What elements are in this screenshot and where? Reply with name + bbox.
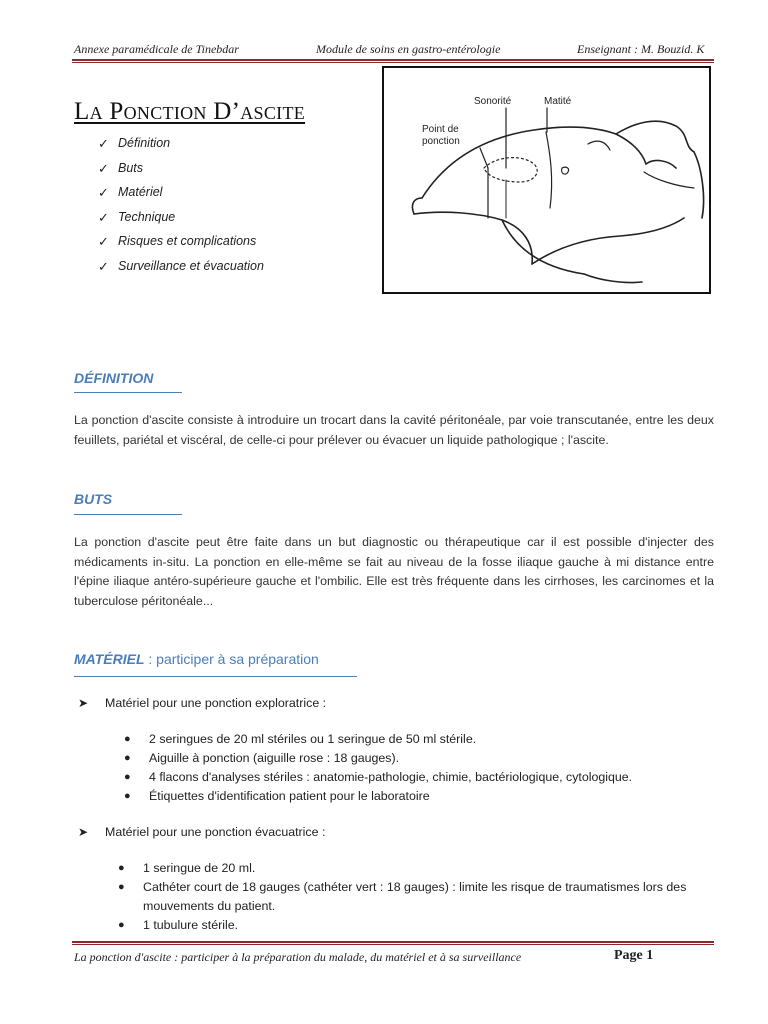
check-icon: ✓ [98, 160, 109, 176]
page-number: Page 1 [614, 948, 654, 963]
footer-text: La ponction d'ascite : participer à la préparation du malade, du matériel et à sa surveillance [74, 950, 522, 964]
list-item-text: 2 seringues de 20 ml stériles ou 1 seringue de 50 ml stérile. [149, 732, 477, 746]
bullet-icon: ● [118, 919, 125, 931]
bullet-icon: ● [124, 752, 131, 764]
materiel-list-evacuatrice [118, 859, 714, 935]
toc-item [98, 210, 264, 235]
header-module: Module de soins en gastro-entérologie [316, 42, 501, 56]
check-icon: ✓ [98, 209, 109, 225]
arrow-bullet-icon: ➤ [78, 696, 89, 710]
check-icon: ✓ [98, 136, 109, 151]
list-item [124, 749, 632, 768]
toc-item [98, 136, 264, 161]
toc-label: Définition [118, 136, 171, 150]
list-item-text: 1 tubulure stérile. [143, 918, 239, 932]
header-school: Annexe paramédicale de Tinebdar [74, 42, 239, 56]
table-of-contents [98, 136, 264, 283]
arrow-bullet-icon: ➤ [78, 825, 89, 839]
abdomen-sketch [384, 68, 709, 292]
bullet-icon: ● [124, 771, 131, 783]
group-title: Matériel pour une ponction évacuatrice : [105, 825, 326, 839]
toc-label: Buts [118, 160, 144, 175]
list-item-text: 1 seringue de 20 ml. [143, 861, 256, 875]
materiel-group-evacuatrice [78, 825, 325, 839]
label-point-2: ponction [422, 136, 460, 147]
list-item-text: Aiguille à ponction (aiguille rose : 18 gauges). [149, 751, 400, 765]
section-heading-buts: BUTS [74, 491, 113, 507]
bullet-icon: ● [124, 790, 131, 802]
toc-item [98, 161, 264, 186]
label-matite: Matité [544, 96, 572, 107]
toc-item [98, 234, 264, 259]
toc-label: Surveillance et évacuation [118, 258, 264, 273]
toc-label: Risques et complications [118, 234, 257, 248]
definition-text: La ponction d'ascite consiste à introduire un trocart dans la cavité péritonéale, par voie transcutanée, entre les deux feuillets, pariétal et viscéral, de celle-ci pour prélever ou évacuer un liquide pathologique ; l'ascite. [74, 413, 714, 447]
bullet-icon: ● [118, 881, 125, 893]
section-rule [74, 676, 357, 677]
list-item [124, 730, 632, 749]
header-rule [72, 59, 714, 61]
header-rule-thin [72, 62, 714, 63]
materiel-list-exploratrice [124, 730, 632, 806]
section-rule [74, 514, 182, 515]
page-title: La Ponction D’ascite [74, 98, 306, 125]
toc-label: Matériel [118, 185, 163, 199]
check-icon: ✓ [98, 258, 109, 274]
label-point-1: Point de [422, 124, 459, 135]
buts-text: La ponction d'ascite peut être faite dans un but diagnostic ou thérapeutique car il est possible d'injecter des médicaments in-situ. La ponction en elle-même se fait au niveau de la fosse iliaque gauche à mi distance entre l'épine iliaque antéro-supérieure gauche et l'ombilic. Elle est très fréquente dans les cirrhoses, les carcinomes et la tuberculose péritonéale... [74, 535, 714, 608]
list-item [118, 859, 714, 878]
list-item [118, 878, 714, 916]
toc-item [98, 259, 264, 284]
materiel-subheading: : participer à sa préparation [144, 651, 319, 667]
section-rule [74, 392, 182, 393]
list-item [118, 916, 714, 935]
section-heading-materiel [74, 651, 319, 667]
toc-label: Technique [118, 209, 176, 224]
check-icon: ✓ [98, 234, 109, 249]
section-heading-definition: DÉFINITION [74, 370, 154, 386]
bullet-icon: ● [118, 862, 125, 874]
abdomen-illustration [382, 66, 711, 294]
group-title: Matériel pour une ponction exploratrice : [105, 696, 327, 710]
label-sonorite: Sonorité [474, 96, 512, 107]
header-teacher: Enseignant : M. Bouzid. K [577, 42, 705, 56]
list-item-text: Cathéter court de 18 gauges (cathéter vert : 18 gauges) : limite les risque de traumatismes lors des mouvements du patient. [143, 880, 687, 913]
toc-item [98, 185, 264, 210]
list-item [124, 787, 632, 806]
list-item-text: Étiquettes d'identification patient pour le laboratoire [149, 789, 430, 803]
bullet-icon: ● [124, 733, 131, 745]
footer-rule [72, 941, 714, 943]
footer-rule-thin [72, 944, 714, 945]
list-item [124, 768, 632, 787]
materiel-heading-label: MATÉRIEL [74, 651, 145, 667]
materiel-group-exploratrice [78, 696, 326, 710]
list-item-text: 4 flacons d'analyses stériles : anatomie-pathologie, chimie, bactériologique, cytologique. [149, 770, 633, 784]
check-icon: ✓ [98, 185, 109, 200]
